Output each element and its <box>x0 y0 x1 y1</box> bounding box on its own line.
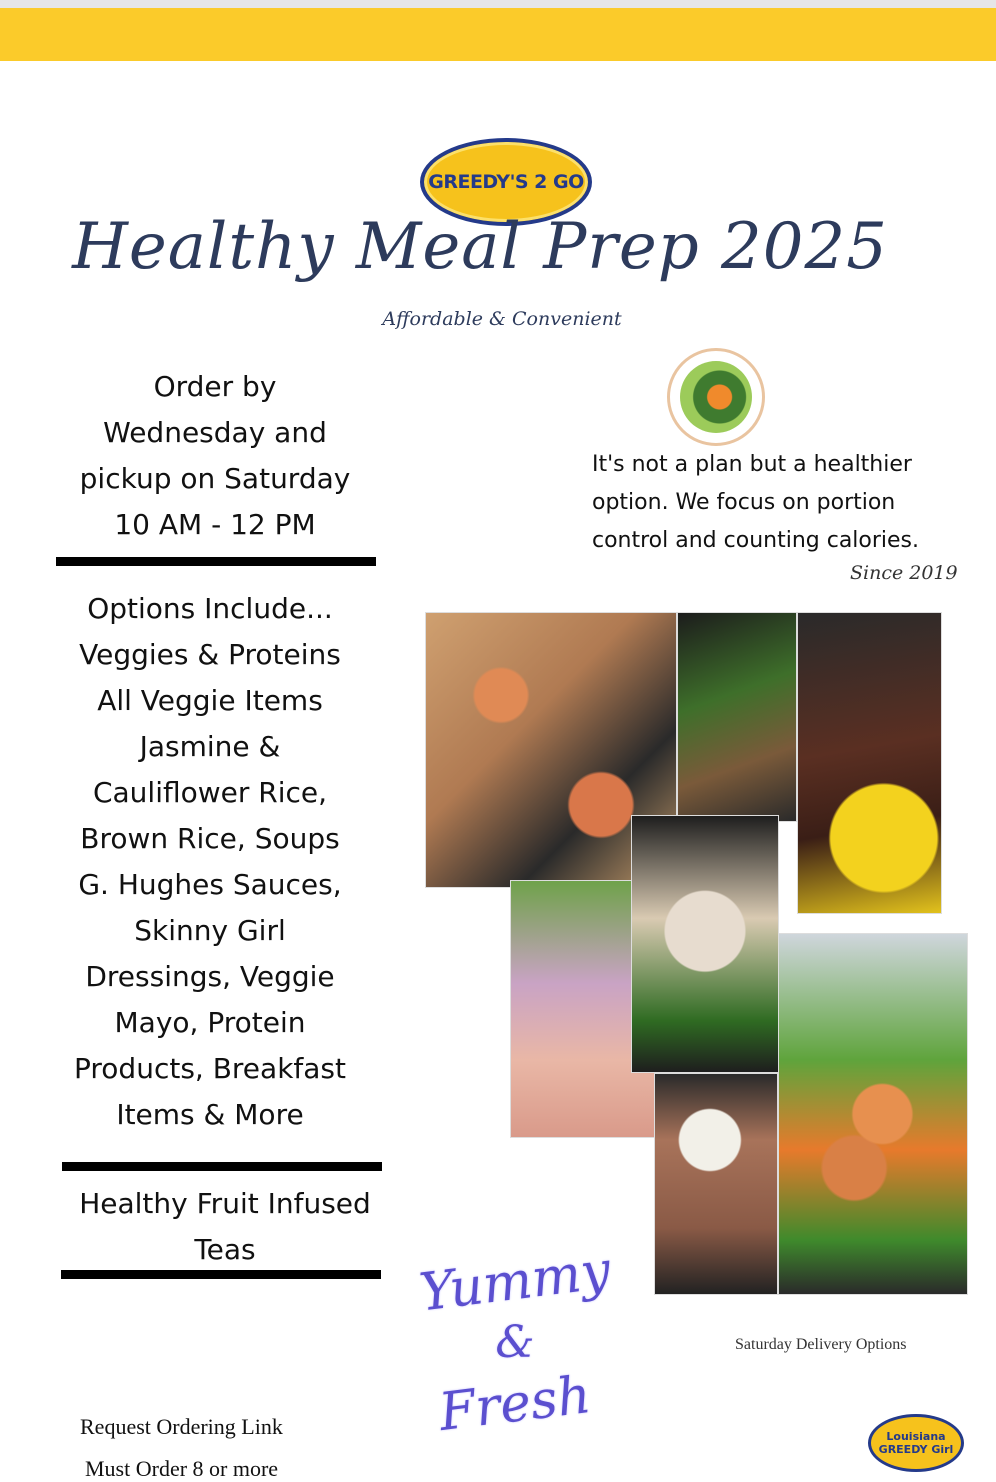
options-line: Brown Rice, Soups <box>80 822 340 855</box>
options-line: Items & More <box>116 1098 304 1131</box>
teas-note <box>70 1181 380 1273</box>
red-beans-rice-photo <box>654 1073 778 1295</box>
options-line: Products, Breakfast <box>74 1052 346 1085</box>
divider <box>56 557 376 566</box>
options-list <box>52 586 368 1138</box>
delivery-note: Saturday Delivery Options <box>735 1336 907 1353</box>
louisiana-greedy-girl-logo <box>868 1414 964 1472</box>
chicken-rice-broccoli-photo <box>631 815 779 1073</box>
logo-text: GREEDY'S 2 GO <box>428 171 584 193</box>
options-line: Jasmine & <box>139 730 281 763</box>
salad-plate-food <box>680 361 752 433</box>
tagline-line: Fresh <box>435 1364 595 1444</box>
options-line: All Veggie Items <box>97 684 323 717</box>
options-line: Dressings, Veggie <box>85 960 335 993</box>
tagline-line: Yummy <box>416 1240 614 1324</box>
options-line: Mayo, Protein <box>114 1006 306 1039</box>
order-line: Wednesday and <box>103 416 327 449</box>
ordering-link-note: Request Ordering Link <box>80 1414 283 1439</box>
tagline-line: & <box>495 1317 535 1368</box>
options-line: G. Hughes Sauces, <box>78 868 342 901</box>
order-line: 10 AM - 12 PM <box>114 508 316 541</box>
options-line: Skinny Girl <box>134 914 286 947</box>
order-line: pickup on Saturday <box>79 462 351 495</box>
since-label: Since 2019 <box>850 562 958 584</box>
divider <box>61 1270 381 1279</box>
minimum-order-note: Must Order 8 or more <box>85 1456 279 1481</box>
chicken-broccoli-photo <box>677 612 797 822</box>
top-rule <box>0 0 996 8</box>
badge-text: Louisiana GREEDY Girl <box>878 1430 954 1456</box>
teas-line: Healthy Fruit Infused <box>79 1187 371 1220</box>
page-title: Healthy Meal Prep 2025 <box>72 210 888 284</box>
salad-plate-icon <box>667 348 765 446</box>
description-text: It's not a plan but a healthier option. We focus on portion control and counting calories. <box>592 452 920 553</box>
steak-corn-bowl-photo <box>797 612 942 914</box>
order-line: Order by <box>153 370 277 403</box>
tagline <box>410 1240 620 1444</box>
teas-line: Teas <box>194 1233 256 1266</box>
order-schedule <box>60 364 370 548</box>
shrimp-salad-photo <box>778 933 968 1295</box>
divider <box>62 1162 382 1171</box>
options-line: Veggies & Proteins <box>79 638 341 671</box>
options-line: Options Include... <box>87 592 333 625</box>
page-subtitle: Affordable & Convenient <box>382 308 622 330</box>
options-line: Cauliflower Rice, <box>92 776 328 809</box>
top-color-band <box>0 8 996 61</box>
